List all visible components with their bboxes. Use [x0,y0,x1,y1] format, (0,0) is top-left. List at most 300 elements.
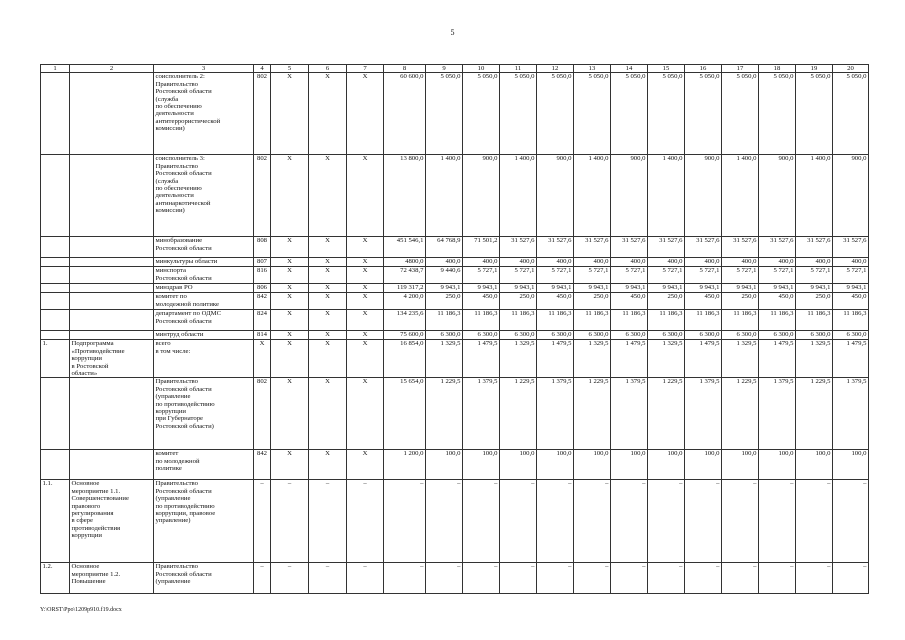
program-name [70,237,154,258]
column-number: 8 [384,65,426,73]
code-cell: X [309,267,347,284]
value-cell: – [463,480,500,563]
file-path-footer: Y:\ORST\Ppo\1209p910.f19.docx [40,607,122,613]
value-cell: 250,0 [500,293,537,310]
value-cell: – [384,480,426,563]
value-cell: 1 379,5 [685,378,722,450]
value-cell: 6 300,0 [537,331,574,340]
code-cell: X [271,284,309,293]
value-cell: 11 186,3 [833,310,869,331]
value-cell: 1 329,5 [426,340,463,378]
code-cell: X [271,340,309,378]
value-cell: 250,0 [722,293,759,310]
value-cell: 400,0 [463,258,500,267]
value-cell: 1 379,5 [611,378,648,450]
value-cell: 11 186,3 [722,310,759,331]
value-cell: 400,0 [648,258,685,267]
code-cell: – [347,480,384,563]
code-cell: – [271,480,309,563]
program-name [70,267,154,284]
program-name: Основное мероприятие 1.1. Совершенствование правового регулирования в сфере противодействия коррупции [70,480,154,563]
value-cell: – [759,480,796,563]
item-number: 1.2. [41,563,70,594]
code-cell: X [271,267,309,284]
value-cell: 450,0 [537,293,574,310]
code-cell: X [309,340,347,378]
value-cell: 1 229,5 [426,378,463,450]
program-name [70,378,154,450]
value-cell: 6 300,0 [426,331,463,340]
value-cell: 31 527,6 [574,237,611,258]
value-cell: 5 727,1 [759,267,796,284]
value-cell: 450,0 [833,293,869,310]
value-cell: 5 727,1 [574,267,611,284]
table-row [41,155,869,237]
code-cell: X [271,310,309,331]
code-cell: – [309,480,347,563]
value-cell: 1 479,5 [611,340,648,378]
value-cell: 9 943,1 [722,284,759,293]
item-number [41,450,70,480]
value-cell: – [611,563,648,594]
executor-name: соисполнитель 3: Правительство Ростовской области (служба по обеспечению деятельности антинаркотической комиссии) [154,155,254,237]
value-cell: – [537,480,574,563]
code-cell: X [347,378,384,450]
column-number: 6 [309,65,347,73]
column-number: 4 [254,65,271,73]
value-cell: 400,0 [537,258,574,267]
value-cell: 31 527,6 [796,237,833,258]
table-row [41,267,869,284]
table-row [41,331,869,340]
code-cell: X [347,340,384,378]
value-cell: 11 186,3 [796,310,833,331]
value-cell: 6 300,0 [574,331,611,340]
value-cell: – [722,480,759,563]
value-cell: 1 229,5 [796,378,833,450]
column-number: 3 [154,65,254,73]
column-number: 19 [796,65,833,73]
value-cell: 100,0 [759,450,796,480]
value-cell: 13 800,0 [384,155,426,237]
value-cell: 1 200,0 [384,450,426,480]
value-cell: 11 186,3 [685,310,722,331]
value-cell: – [426,563,463,594]
code-cell: X [309,237,347,258]
value-cell: 1 329,5 [722,340,759,378]
code-cell: X [347,331,384,340]
value-cell: – [796,563,833,594]
value-cell: 6 300,0 [833,331,869,340]
value-cell: 119 317,2 [384,284,426,293]
value-cell: – [833,480,869,563]
value-cell: 451 546,1 [384,237,426,258]
value-cell: 100,0 [796,450,833,480]
code-cell: X [347,284,384,293]
value-cell: 1 379,5 [463,378,500,450]
value-cell: 1 229,5 [500,378,537,450]
value-cell: 1 229,5 [648,378,685,450]
value-cell: 11 186,3 [611,310,648,331]
table-row [41,563,869,594]
value-cell: 4800,0 [384,258,426,267]
item-number [41,237,70,258]
item-number [41,310,70,331]
value-cell: – [759,563,796,594]
value-cell: 31 527,6 [722,237,759,258]
table-row [41,293,869,310]
code-cell: X [347,310,384,331]
value-cell: 1 400,0 [426,155,463,237]
value-cell: 5 050,0 [722,73,759,155]
table-row [41,258,869,267]
column-number-row [41,65,869,73]
value-cell: 100,0 [722,450,759,480]
code-cell: – [254,480,271,563]
program-name [70,293,154,310]
value-cell: 1 229,5 [722,378,759,450]
value-cell: 72 438,7 [384,267,426,284]
value-cell: 900,0 [685,155,722,237]
code-cell: 802 [254,73,271,155]
value-cell: – [833,563,869,594]
column-number: 1 [41,65,70,73]
value-cell: 11 186,3 [648,310,685,331]
program-name: Подпрограмма «Противодействие коррупции в Ростовской области» [70,340,154,378]
value-cell: 5 050,0 [426,73,463,155]
value-cell: 1 479,5 [463,340,500,378]
value-cell: 9 440,6 [426,267,463,284]
value-cell: 9 943,1 [759,284,796,293]
code-cell: X [309,284,347,293]
value-cell: 60 600,0 [384,73,426,155]
value-cell: – [537,563,574,594]
value-cell: 5 050,0 [574,73,611,155]
item-number [41,378,70,450]
value-cell: 134 235,6 [384,310,426,331]
budget-table [40,64,869,594]
code-cell: X [347,237,384,258]
value-cell: 900,0 [833,155,869,237]
item-number: 1.1. [41,480,70,563]
value-cell: 1 329,5 [574,340,611,378]
value-cell: 1 379,5 [759,378,796,450]
column-number: 12 [537,65,574,73]
value-cell: 5 727,1 [796,267,833,284]
program-name [70,73,154,155]
value-cell: 400,0 [426,258,463,267]
value-cell: 11 186,3 [574,310,611,331]
value-cell: 6 300,0 [685,331,722,340]
code-cell: 814 [254,331,271,340]
value-cell: – [685,480,722,563]
value-cell: 400,0 [500,258,537,267]
code-cell: X [271,237,309,258]
code-cell: 824 [254,310,271,331]
value-cell: 5 727,1 [500,267,537,284]
value-cell: 1 400,0 [574,155,611,237]
code-cell: – [309,563,347,594]
value-cell: – [611,480,648,563]
value-cell: 1 329,5 [796,340,833,378]
value-cell: 11 186,3 [759,310,796,331]
value-cell: 5 050,0 [463,73,500,155]
value-cell: 9 943,1 [796,284,833,293]
value-cell: 31 527,6 [759,237,796,258]
value-cell: 6 300,0 [500,331,537,340]
value-cell: 1 479,5 [685,340,722,378]
value-cell: 5 050,0 [833,73,869,155]
value-cell: 11 186,3 [463,310,500,331]
value-cell: 5 727,1 [833,267,869,284]
code-cell: X [309,293,347,310]
value-cell: 100,0 [500,450,537,480]
code-cell: X [271,73,309,155]
value-cell: – [574,480,611,563]
value-cell: – [648,563,685,594]
value-cell: 100,0 [426,450,463,480]
item-number [41,73,70,155]
value-cell: 900,0 [759,155,796,237]
value-cell: 1 229,5 [574,378,611,450]
value-cell: 5 727,1 [685,267,722,284]
column-number: 15 [648,65,685,73]
value-cell: 400,0 [796,258,833,267]
code-cell: X [254,340,271,378]
value-cell: 31 527,6 [685,237,722,258]
code-cell: X [271,331,309,340]
item-number [41,258,70,267]
value-cell: 71 501,2 [463,237,500,258]
value-cell: 75 600,0 [384,331,426,340]
value-cell: 16 854,0 [384,340,426,378]
code-cell: X [309,450,347,480]
item-number [41,331,70,340]
value-cell: 250,0 [796,293,833,310]
code-cell: – [347,563,384,594]
executor-name: минобразование Ростовской области [154,237,254,258]
column-number: 13 [574,65,611,73]
value-cell: 64 768,9 [426,237,463,258]
code-cell: X [347,267,384,284]
value-cell: – [463,563,500,594]
value-cell: – [500,480,537,563]
value-cell: 5 727,1 [611,267,648,284]
code-cell: X [309,155,347,237]
value-cell: 250,0 [426,293,463,310]
code-cell: 802 [254,378,271,450]
value-cell: 400,0 [611,258,648,267]
item-number: 1. [41,340,70,378]
column-number: 7 [347,65,384,73]
code-cell: 808 [254,237,271,258]
value-cell: 100,0 [648,450,685,480]
value-cell: 6 300,0 [796,331,833,340]
value-cell: 31 527,6 [611,237,648,258]
value-cell: 9 943,1 [500,284,537,293]
table-row [41,73,869,155]
value-cell: 1 379,5 [537,378,574,450]
value-cell: 400,0 [722,258,759,267]
code-cell: X [309,378,347,450]
code-cell: 802 [254,155,271,237]
value-cell: – [722,563,759,594]
value-cell: – [685,563,722,594]
column-number: 18 [759,65,796,73]
value-cell: 5 050,0 [685,73,722,155]
executor-name: комитет по молодежной политике [154,293,254,310]
code-cell: X [271,155,309,237]
value-cell: 31 527,6 [500,237,537,258]
value-cell: 900,0 [611,155,648,237]
value-cell: – [384,563,426,594]
value-cell: 100,0 [574,450,611,480]
column-number: 10 [463,65,500,73]
executor-name: минтруд области [154,331,254,340]
executor-name: департамент по ОДМС Ростовской области [154,310,254,331]
table-row [41,237,869,258]
value-cell: – [426,480,463,563]
code-cell: X [271,450,309,480]
value-cell: 6 300,0 [722,331,759,340]
value-cell: 1 400,0 [722,155,759,237]
value-cell: 6 300,0 [759,331,796,340]
value-cell: 6 300,0 [648,331,685,340]
value-cell: 11 186,3 [426,310,463,331]
value-cell: 9 943,1 [648,284,685,293]
value-cell: 400,0 [574,258,611,267]
column-number: 20 [833,65,869,73]
code-cell: X [347,293,384,310]
code-cell: – [271,563,309,594]
value-cell: 450,0 [463,293,500,310]
code-cell: X [271,378,309,450]
executor-name: Правительство Ростовской области (управление по противодействию коррупции, правовое управление) [154,480,254,563]
code-cell: X [347,258,384,267]
value-cell: 11 186,3 [537,310,574,331]
code-cell: X [309,331,347,340]
value-cell: 15 654,0 [384,378,426,450]
value-cell: 1 379,5 [833,378,869,450]
value-cell: 250,0 [574,293,611,310]
value-cell: 6 300,0 [463,331,500,340]
executor-name: Правительство Ростовской области (управление по противодействию коррупции при Губернаторе Ростовской области) [154,378,254,450]
value-cell: 6 300,0 [611,331,648,340]
value-cell: 100,0 [685,450,722,480]
value-cell: 100,0 [611,450,648,480]
executor-name: комитет по молодежной политике [154,450,254,480]
program-name [70,258,154,267]
program-name [70,284,154,293]
item-number [41,267,70,284]
value-cell: 31 527,6 [537,237,574,258]
value-cell: 5 050,0 [537,73,574,155]
column-number: 11 [500,65,537,73]
executor-name: минздрав РО [154,284,254,293]
value-cell: 9 943,1 [463,284,500,293]
value-cell: 900,0 [537,155,574,237]
value-cell: 5 050,0 [611,73,648,155]
value-cell: 450,0 [685,293,722,310]
value-cell: 1 400,0 [796,155,833,237]
value-cell: 9 943,1 [537,284,574,293]
value-cell: – [574,563,611,594]
value-cell: 9 943,1 [426,284,463,293]
executor-name: минкультуры области [154,258,254,267]
program-name [70,155,154,237]
value-cell: 5 050,0 [796,73,833,155]
program-name [70,450,154,480]
table-row [41,284,869,293]
value-cell: 100,0 [833,450,869,480]
value-cell: – [500,563,537,594]
code-cell: 807 [254,258,271,267]
value-cell: 5 727,1 [463,267,500,284]
value-cell: 5 727,1 [722,267,759,284]
table-row [41,378,869,450]
code-cell: X [347,450,384,480]
value-cell: 1 479,5 [833,340,869,378]
value-cell: 450,0 [611,293,648,310]
value-cell: 100,0 [537,450,574,480]
value-cell: 5 050,0 [648,73,685,155]
table-row [41,450,869,480]
column-number: 5 [271,65,309,73]
executor-name: всего в том числе: [154,340,254,378]
item-number [41,284,70,293]
value-cell: 1 329,5 [648,340,685,378]
value-cell: 1 479,5 [537,340,574,378]
item-number [41,155,70,237]
value-cell: – [796,480,833,563]
value-cell: 250,0 [648,293,685,310]
code-cell: X [309,310,347,331]
table-row [41,340,869,378]
value-cell: 5 050,0 [759,73,796,155]
value-cell: 9 943,1 [611,284,648,293]
program-name [70,331,154,340]
table-row [41,480,869,563]
value-cell: – [648,480,685,563]
value-cell: 400,0 [759,258,796,267]
value-cell: 900,0 [463,155,500,237]
column-number: 16 [685,65,722,73]
value-cell: 11 186,3 [500,310,537,331]
executor-name: соисполнитель 2: Правительство Ростовской области (служба по обеспечению деятельности антитеррористической комиссии) [154,73,254,155]
value-cell: 5 050,0 [500,73,537,155]
column-number: 17 [722,65,759,73]
value-cell: 400,0 [833,258,869,267]
value-cell: 5 727,1 [537,267,574,284]
value-cell: 5 727,1 [648,267,685,284]
value-cell: 1 400,0 [500,155,537,237]
code-cell: 806 [254,284,271,293]
code-cell: 842 [254,450,271,480]
program-name [70,310,154,331]
value-cell: 1 329,5 [500,340,537,378]
code-cell: X [347,155,384,237]
executor-name: минспорта Ростовской области [154,267,254,284]
value-cell: 400,0 [685,258,722,267]
column-number: 9 [426,65,463,73]
code-cell: 816 [254,267,271,284]
code-cell: X [271,258,309,267]
value-cell: 9 943,1 [833,284,869,293]
item-number [41,293,70,310]
code-cell: X [309,73,347,155]
value-cell: 450,0 [759,293,796,310]
value-cell: 9 943,1 [685,284,722,293]
